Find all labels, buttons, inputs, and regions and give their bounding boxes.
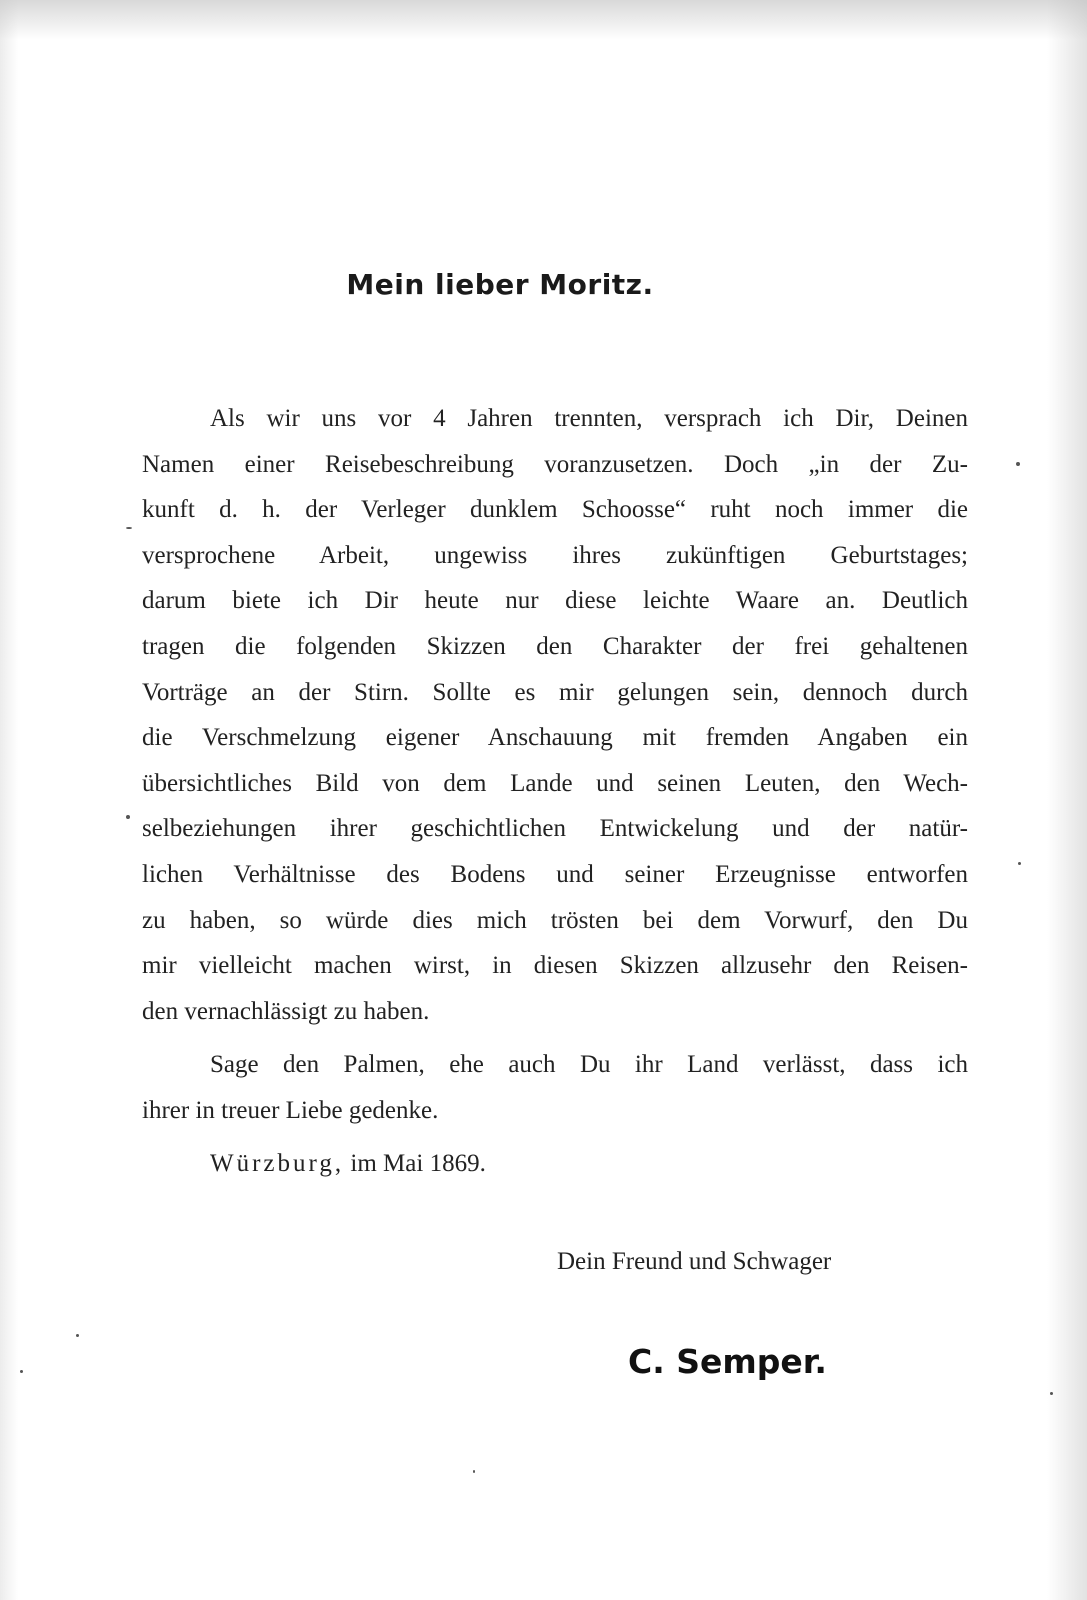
letter-body — [142, 396, 968, 1134]
scan-speck — [1018, 862, 1021, 865]
paragraph1-line: Vorträge an der Stirn. Sollte es mir gelungen sein, dennoch durch — [142, 678, 968, 706]
paragraph1-line: Namen einer Reisebeschreibung voranzusetzen. Doch „in der Zu- — [142, 450, 968, 478]
letter-salutation-heading: Mein lieber Moritz. — [346, 268, 654, 301]
paragraph1-line: tragen die folgenden Skizzen den Charakter der frei gehaltenen — [142, 632, 968, 660]
paragraph1-line: übersichtliches Bild von dem Lande und seinen Leuten, den Wech- — [142, 769, 968, 797]
paragraph-gap — [142, 1034, 968, 1042]
paragraph1-line: die Verschmelzung eigener Anschauung mit fremden Angaben ein — [142, 724, 968, 752]
date-text: im Mai 1869. — [350, 1150, 486, 1177]
scan-speck — [1016, 462, 1020, 466]
paragraph2-line: ihrer in treuer Liebe gedenke. — [142, 1096, 439, 1124]
scan-speck — [126, 527, 132, 529]
scan-edge-left — [0, 0, 18, 1600]
paragraph1-line: den vernachlässigt zu haben. — [142, 997, 430, 1025]
letter-closing: Dein Freund und Schwager — [557, 1248, 832, 1275]
paragraph1-line: mir vielleicht machen wirst, in diesen Skizzen allzusehr den Reisen- — [142, 952, 968, 980]
scan-speck — [20, 1370, 23, 1373]
paragraph1-line: kunft d. h. der Verleger dunklem Schoosse“ ruht noch immer die — [142, 496, 968, 524]
paragraph1-line: darum biete ich Dir heute nur diese leichte Waare an. Deutlich — [142, 587, 968, 615]
paragraph1-line: lichen Verhältnisse des Bodens und seiner Erzeugnisse entworfen — [142, 860, 968, 888]
scan-edge-top — [0, 0, 1087, 40]
scan-speck — [126, 815, 130, 819]
scan-speck — [473, 1470, 475, 1473]
place-and-date — [210, 1150, 486, 1178]
scan-speck — [76, 1334, 79, 1337]
paragraph1-line: zu haben, so würde dies mich trösten bei dem Vorwurf, den Du — [142, 906, 968, 934]
paragraph2-line: Sage den Palmen, ehe auch Du ihr Land verlässt, dass ich — [210, 1051, 968, 1079]
scan-speck — [1050, 1392, 1053, 1395]
letter-signature: C. Semper. — [628, 1342, 827, 1381]
paragraph1-line: selbeziehungen ihrer geschichtlichen Entwickelung und der natür- — [142, 815, 968, 843]
place-name: Würzburg, — [210, 1150, 345, 1177]
scan-edge-right — [1047, 0, 1087, 1600]
paragraph1-line: Als wir uns vor 4 Jahren trennten, versprach ich Dir, Deinen — [210, 405, 968, 432]
paragraph1-line: versprochene Arbeit, ungewiss ihres zukünftigen Geburtstages; — [142, 541, 968, 569]
